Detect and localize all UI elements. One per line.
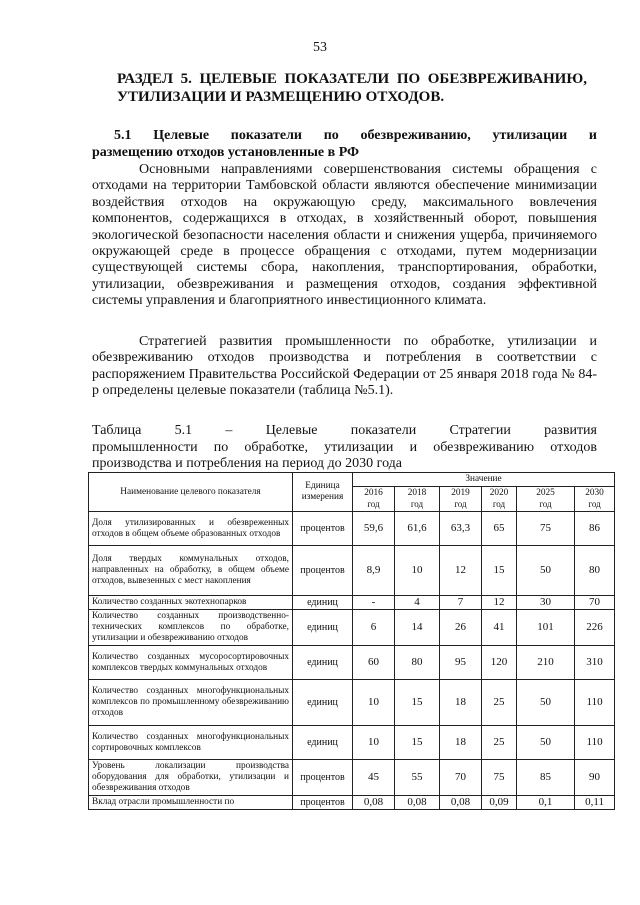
indicator-unit: единиц: [293, 610, 353, 646]
indicator-unit: единиц: [293, 680, 353, 726]
indicator-value: 8,9: [353, 546, 395, 596]
indicator-value: 0,09: [482, 796, 517, 810]
table-row: [89, 512, 615, 546]
indicator-value: 26: [440, 610, 482, 646]
section-heading: РАЗДЕЛ 5. ЦЕЛЕВЫЕ ПОКАЗАТЕЛИ ПО ОБЕЗВРЕЖИВАНИЮ, УТИЛИЗАЦИИ И РАЗМЕЩЕНИЮ ОТХОДОВ.: [117, 71, 587, 105]
indicator-value: 0,11: [575, 796, 615, 810]
indicator-value: 0,1: [517, 796, 575, 810]
table-caption-line3: производства и потребления на период до 2030 года: [92, 456, 402, 471]
paragraph-1-text: Основными направлениями совершенствования системы обращения с отходами на территории Тамбовской области являются обеспечение минимизации воздействия отходов на окружающую среду, максимального вовлечения компонентов, содержащихся в отходах, в хозяйственный оборот, повышения экологической безопасности населения области и снижения ущерба, причиняемого окружающей среде в процессе обращения с отходами, путем модернизации существующей системы сбора, накопления, транспортирования, обработки, утилизации, обезвреживания и размещения отходов, создания эффективной системы управления и благоприятного инвестиционного климата.: [92, 162, 597, 309]
table-caption-line2: промышленности по обработке, утилизации и обезвреживанию отходов: [92, 439, 597, 455]
header-year-2016: [353, 487, 395, 512]
indicator-name: Количество созданных экотехнопарков: [89, 596, 293, 610]
indicator-value: 0,08: [395, 796, 440, 810]
indicator-value: 90: [575, 760, 615, 796]
header-value: Значение: [353, 473, 615, 487]
indicator-value: 25: [482, 726, 517, 760]
indicator-value: 50: [517, 546, 575, 596]
indicator-value: 4: [395, 596, 440, 610]
indicator-value: 120: [482, 646, 517, 680]
indicator-value: 70: [440, 760, 482, 796]
indicator-value: 41: [482, 610, 517, 646]
indicator-value: 50: [517, 726, 575, 760]
subsection-heading: [92, 127, 597, 161]
indicator-value: 15: [395, 680, 440, 726]
indicator-name: Уровень локализации производства оборудования для обработки, утилизации и обезвреживания отходов: [89, 760, 293, 796]
indicator-name: Количество созданных мусоросортировочных комплексов твердых коммунальных отходов: [89, 646, 293, 680]
year-suffix: год: [454, 499, 467, 509]
indicator-value: 59,6: [353, 512, 395, 546]
year-suffix: год: [588, 499, 601, 509]
indicator-value: 110: [575, 680, 615, 726]
indicator-value: 15: [482, 546, 517, 596]
indicator-value: -: [353, 596, 395, 610]
indicator-value: 86: [575, 512, 615, 546]
header-year-2020: [482, 487, 517, 512]
header-year-2030: [575, 487, 615, 512]
table-row: [89, 646, 615, 680]
year-label: 2018: [407, 488, 427, 498]
table-row: [89, 760, 615, 796]
indicator-value: 10: [353, 726, 395, 760]
indicator-value: 30: [517, 596, 575, 610]
indicator-unit: единиц: [293, 646, 353, 680]
table-row: [89, 726, 615, 760]
table-row: [89, 680, 615, 726]
header-year-2018: [395, 487, 440, 512]
subsection-heading-line1: 5.1 Целевые показатели по обезвреживанию, утилизации и: [114, 128, 597, 143]
table-body: [89, 512, 615, 810]
indicator-unit: единиц: [293, 726, 353, 760]
paragraph-2-text: Стратегией развития промышленности по обработке, утилизации и обезвреживанию отходов производства и потребления в соответствии с распоряжением Правительства Российской Федерации от 25 января 2018 года № 84-р определены целевые показатели (таблица №5.1).: [92, 334, 597, 399]
indicator-name: Количество созданных многофункциональных комплексов по промышленному обезвреживанию отходов: [89, 680, 293, 726]
indicator-value: 80: [395, 646, 440, 680]
indicator-value: 0,08: [353, 796, 395, 810]
table-caption-line1: Таблица 5.1 – Целевые показатели Стратегии развития: [92, 423, 597, 438]
indicator-value: 10: [395, 546, 440, 596]
year-suffix: год: [410, 499, 424, 509]
indicator-value: 310: [575, 646, 615, 680]
indicator-value: 60: [353, 646, 395, 680]
indicator-value: 80: [575, 546, 615, 596]
indicator-value: 14: [395, 610, 440, 646]
indicator-unit: процентов: [293, 512, 353, 546]
subsection-heading-line2: размещению отходов установленные в РФ: [92, 145, 360, 160]
indicator-value: 6: [353, 610, 395, 646]
indicator-value: 0,08: [440, 796, 482, 810]
table-row: [89, 796, 615, 810]
table-row: [89, 610, 615, 646]
indicator-unit: процентов: [293, 546, 353, 596]
year-label: 2016: [364, 488, 383, 498]
indicator-value: 18: [440, 680, 482, 726]
header-unit: Единица измерения: [293, 473, 353, 512]
indicator-value: 10: [353, 680, 395, 726]
indicator-value: 226: [575, 610, 615, 646]
indicator-name: Доля твердых коммунальных отходов, направленных на обработку, в общем объеме отходов, вывезенных с мест накопления: [89, 546, 293, 596]
indicator-name: Количество созданных многофункциональных сортировочных комплексов: [89, 726, 293, 760]
indicator-value: 210: [517, 646, 575, 680]
paragraph-2: [92, 334, 597, 400]
year-label: 2019: [451, 488, 470, 498]
indicator-value: 61,6: [395, 512, 440, 546]
indicator-value: 70: [575, 596, 615, 610]
indicator-value: 65: [482, 512, 517, 546]
indicator-value: 101: [517, 610, 575, 646]
indicator-value: 75: [517, 512, 575, 546]
indicator-name: Вклад отрасли промышленности по: [89, 796, 293, 810]
table-row: [89, 546, 615, 596]
page-number: 53: [313, 40, 327, 55]
table-caption: [92, 423, 597, 473]
indicator-value: 12: [482, 596, 517, 610]
year-suffix: год: [367, 499, 380, 509]
indicator-value: 75: [482, 760, 517, 796]
indicator-value: 12: [440, 546, 482, 596]
indicator-value: 18: [440, 726, 482, 760]
year-label: 2020: [489, 488, 509, 498]
header-indicator-name: Наименование целевого показателя: [89, 473, 293, 512]
year-label: 2025: [536, 488, 555, 498]
indicator-name: Количество созданных производственно-технических комплексов по обработке, утилизации и обезвреживанию отходов: [89, 610, 293, 646]
indicator-value: 95: [440, 646, 482, 680]
indicator-value: 45: [353, 760, 395, 796]
header-year-2019: [440, 487, 482, 512]
indicator-value: 25: [482, 680, 517, 726]
indicator-value: 55: [395, 760, 440, 796]
indicator-unit: процентов: [293, 796, 353, 810]
paragraph-1: [92, 162, 597, 310]
indicator-value: 110: [575, 726, 615, 760]
indicator-unit: единиц: [293, 596, 353, 610]
table-header-row: [89, 473, 615, 487]
target-indicators-table: [88, 472, 615, 810]
indicator-value: 63,3: [440, 512, 482, 546]
table-row: [89, 596, 615, 610]
year-suffix: год: [492, 499, 506, 509]
indicator-value: 50: [517, 680, 575, 726]
year-label: 2030: [585, 488, 604, 498]
indicator-name: Доля утилизированных и обезвреженных отходов в общем объеме образованных отходов: [89, 512, 293, 546]
indicator-unit: процентов: [293, 760, 353, 796]
indicator-value: 7: [440, 596, 482, 610]
indicator-value: 15: [395, 726, 440, 760]
year-suffix: год: [539, 499, 552, 509]
header-year-2025: [517, 487, 575, 512]
indicator-value: 85: [517, 760, 575, 796]
